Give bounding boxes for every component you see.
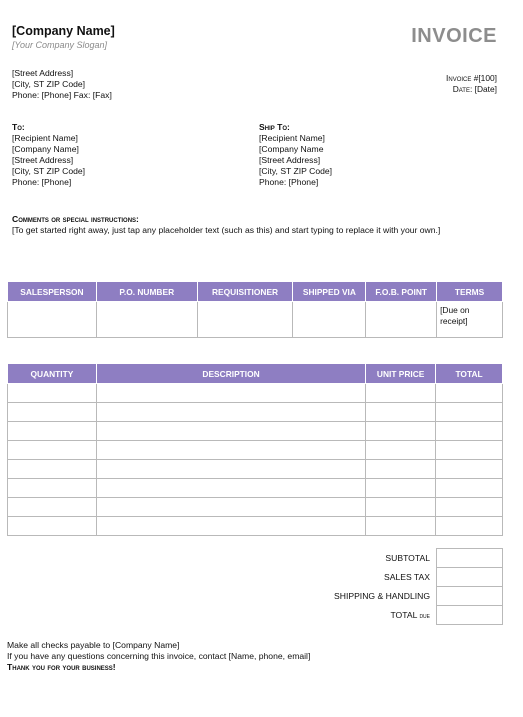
header-quantity: QUANTITY bbox=[8, 364, 97, 384]
cell-description[interactable] bbox=[96, 441, 365, 460]
bill-to-label: To: bbox=[12, 122, 25, 132]
table-row bbox=[8, 422, 503, 441]
shipping-value[interactable] bbox=[437, 587, 503, 606]
ship-to-line: [Company Name bbox=[259, 144, 324, 154]
invoice-meta bbox=[446, 73, 497, 95]
bill-to-line: [Street Address] bbox=[12, 155, 74, 165]
subtotal-row bbox=[250, 549, 503, 568]
company-slogan: [Your Company Slogan] bbox=[12, 40, 108, 50]
bill-to-line: Phone: [Phone] bbox=[12, 177, 72, 187]
header-terms: TERMS bbox=[437, 282, 503, 302]
bill-to-block bbox=[12, 122, 85, 188]
header-total: TOTAL bbox=[436, 364, 503, 384]
header-salesperson: SALESPERSON bbox=[8, 282, 97, 302]
cell-description[interactable] bbox=[96, 422, 365, 441]
cell-quantity[interactable] bbox=[8, 517, 97, 536]
table-row bbox=[8, 403, 503, 422]
header-shipped-via: SHIPPED VIA bbox=[293, 282, 366, 302]
cell-unit-price[interactable] bbox=[366, 517, 436, 536]
table-row bbox=[8, 460, 503, 479]
table-row bbox=[8, 384, 503, 403]
cell-quantity[interactable] bbox=[8, 479, 97, 498]
cell-description[interactable] bbox=[96, 479, 365, 498]
total-due-label-cell bbox=[250, 606, 437, 625]
cell-salesperson[interactable] bbox=[8, 302, 97, 338]
cell-po-number[interactable] bbox=[96, 302, 197, 338]
line-items-table bbox=[7, 363, 503, 536]
cell-total[interactable] bbox=[436, 517, 503, 536]
footer-contact: If you have any questions concerning this invoice, contact [Name, phone, email] bbox=[7, 651, 311, 661]
totals-table bbox=[250, 548, 503, 625]
company-street: [Street Address] bbox=[12, 68, 74, 78]
order-header-row bbox=[8, 282, 503, 302]
cell-unit-price[interactable] bbox=[366, 498, 436, 517]
header-requisitioner: REQUISITIONER bbox=[197, 282, 293, 302]
cell-unit-price[interactable] bbox=[366, 460, 436, 479]
cell-description[interactable] bbox=[96, 460, 365, 479]
subtotal-label: SUBTOTAL bbox=[385, 553, 430, 563]
cell-terms[interactable]: [Due on receipt] bbox=[437, 302, 503, 338]
ship-to-line: [City, ST ZIP Code] bbox=[259, 166, 333, 176]
cell-unit-price[interactable] bbox=[366, 479, 436, 498]
company-city: [City, ST ZIP Code] bbox=[12, 79, 86, 89]
header-description: DESCRIPTION bbox=[96, 364, 365, 384]
cell-total[interactable] bbox=[436, 441, 503, 460]
ship-to-line: Phone: [Phone] bbox=[259, 177, 319, 187]
cell-unit-price[interactable] bbox=[366, 441, 436, 460]
company-name: [Company Name] bbox=[12, 24, 115, 38]
header-unit-price: UNIT PRICE bbox=[366, 364, 436, 384]
comments-label: Comments or special instructions: bbox=[12, 214, 139, 224]
cell-quantity[interactable] bbox=[8, 498, 97, 517]
cell-total[interactable] bbox=[436, 479, 503, 498]
ship-to-block bbox=[259, 122, 332, 188]
order-info-table bbox=[7, 281, 503, 338]
sales-tax-row bbox=[250, 568, 503, 587]
sales-tax-value[interactable] bbox=[437, 568, 503, 587]
footer bbox=[7, 640, 310, 673]
bill-to-line: [City, ST ZIP Code] bbox=[12, 166, 86, 176]
cell-quantity[interactable] bbox=[8, 384, 97, 403]
cell-quantity[interactable] bbox=[8, 403, 97, 422]
cell-requisitioner[interactable] bbox=[197, 302, 293, 338]
cell-quantity[interactable] bbox=[8, 422, 97, 441]
shipping-label: SHIPPING & HANDLING bbox=[334, 591, 430, 601]
invoice-number bbox=[446, 73, 497, 84]
cell-unit-price[interactable] bbox=[366, 403, 436, 422]
company-address bbox=[12, 68, 112, 101]
cell-total[interactable] bbox=[436, 422, 503, 441]
total-due-label: TOTAL bbox=[390, 610, 418, 620]
cell-unit-price[interactable] bbox=[366, 422, 436, 441]
comments-section bbox=[12, 214, 512, 236]
cell-unit-price[interactable] bbox=[366, 384, 436, 403]
ship-to-line: [Recipient Name] bbox=[259, 133, 325, 143]
header-po-number: P.O. NUMBER bbox=[96, 282, 197, 302]
cell-fob-point[interactable] bbox=[366, 302, 437, 338]
cell-description[interactable] bbox=[96, 384, 365, 403]
ship-to-label: Ship To: bbox=[259, 122, 290, 132]
shipping-row bbox=[250, 587, 503, 606]
cell-shipped-via[interactable] bbox=[293, 302, 366, 338]
invoice-number-value: [100] bbox=[478, 73, 497, 83]
cell-total[interactable] bbox=[436, 498, 503, 517]
cell-quantity[interactable] bbox=[8, 460, 97, 479]
company-phone-fax: Phone: [Phone] Fax: [Fax] bbox=[12, 90, 112, 100]
comments-text[interactable]: [To get started right away, just tap any placeholder text (such as this) and start typing to replace it with your own.] bbox=[12, 225, 441, 235]
table-row bbox=[8, 441, 503, 460]
sales-tax-label: SALES TAX bbox=[383, 572, 430, 582]
bill-to-line: [Recipient Name] bbox=[12, 133, 78, 143]
footer-thanks: Thank you for your business! bbox=[7, 662, 116, 672]
total-due-value[interactable] bbox=[437, 606, 503, 625]
bill-to-line: [Company Name] bbox=[12, 144, 79, 154]
subtotal-value[interactable] bbox=[437, 549, 503, 568]
cell-quantity[interactable] bbox=[8, 441, 97, 460]
table-row bbox=[8, 498, 503, 517]
cell-total[interactable] bbox=[436, 460, 503, 479]
table-row bbox=[8, 517, 503, 536]
invoice-date-value: [Date] bbox=[474, 84, 497, 94]
items-header-row bbox=[8, 364, 503, 384]
total-due-suffix: due bbox=[419, 613, 430, 620]
ship-to-line: [Street Address] bbox=[259, 155, 321, 165]
invoice-title: INVOICE bbox=[411, 25, 497, 47]
order-row bbox=[8, 302, 503, 338]
header-fob-point: F.O.B. POINT bbox=[366, 282, 437, 302]
invoice-number-label: Invoice # bbox=[446, 73, 479, 83]
cell-description[interactable] bbox=[96, 498, 365, 517]
total-due-row bbox=[250, 606, 503, 625]
cell-description[interactable] bbox=[96, 403, 365, 422]
cell-total[interactable] bbox=[436, 403, 503, 422]
cell-total[interactable] bbox=[436, 384, 503, 403]
invoice-date bbox=[446, 84, 497, 95]
table-row bbox=[8, 479, 503, 498]
footer-payable: Make all checks payable to [Company Name] bbox=[7, 640, 180, 650]
invoice-date-label: Date: bbox=[452, 84, 473, 94]
cell-description[interactable] bbox=[96, 517, 365, 536]
